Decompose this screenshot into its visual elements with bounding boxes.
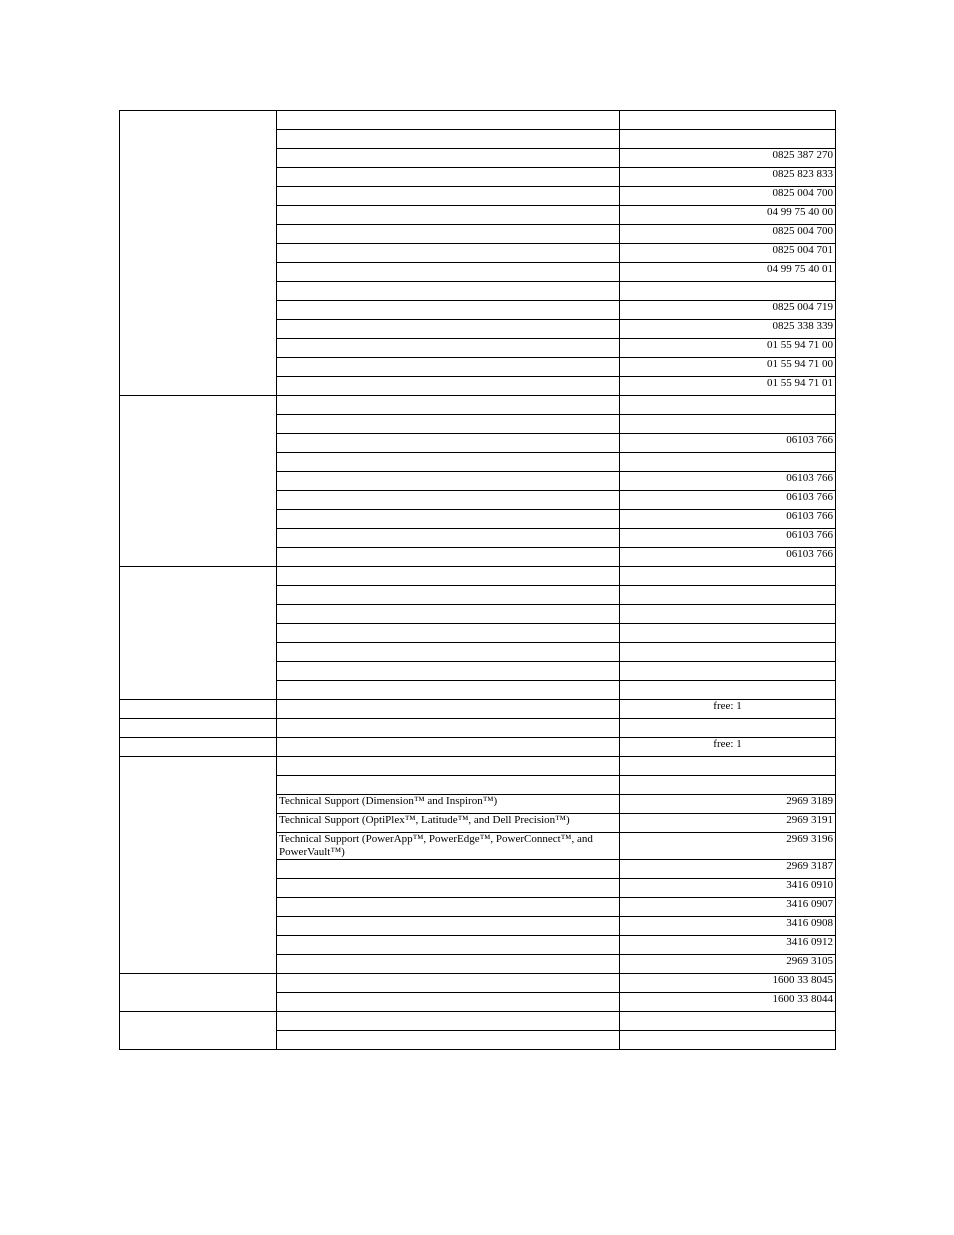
table-row xyxy=(120,974,836,993)
service-description-cell xyxy=(277,529,620,548)
phone-number-cell xyxy=(620,757,836,776)
phone-number-cell: 06103 766 xyxy=(620,472,836,491)
phone-number-cell: 0825 338 339 xyxy=(620,320,836,339)
phone-number-cell: 3416 0910 xyxy=(620,879,836,898)
service-description-cell xyxy=(277,1031,620,1050)
phone-number-cell: 0825 823 833 xyxy=(620,168,836,187)
phone-number-cell: 01 55 94 71 01 xyxy=(620,377,836,396)
service-description-cell xyxy=(277,662,620,681)
country-cell xyxy=(120,719,277,738)
table-row xyxy=(120,719,836,738)
service-description-cell xyxy=(277,434,620,453)
phone-number-cell: 04 99 75 40 00 xyxy=(620,206,836,225)
service-description-cell xyxy=(277,472,620,491)
service-description-cell xyxy=(277,130,620,149)
service-description-cell xyxy=(277,719,620,738)
phone-number-cell: 01 55 94 71 00 xyxy=(620,358,836,377)
phone-number-cell: 2969 3196 xyxy=(620,833,836,860)
service-description-cell xyxy=(277,776,620,795)
service-description-cell xyxy=(277,936,620,955)
phone-number-cell xyxy=(620,453,836,472)
service-description-cell xyxy=(277,643,620,662)
country-cell xyxy=(120,974,277,1012)
table-row xyxy=(120,567,836,586)
service-description-cell xyxy=(277,586,620,605)
service-description-cell xyxy=(277,955,620,974)
service-description-cell xyxy=(277,453,620,472)
phone-number-cell: 0825 004 719 xyxy=(620,301,836,320)
service-description-cell xyxy=(277,700,620,719)
contact-table-body xyxy=(120,111,836,1050)
phone-number-cell: 3416 0912 xyxy=(620,936,836,955)
service-description-cell xyxy=(277,377,620,396)
service-description-cell xyxy=(277,168,620,187)
phone-number-cell: free: 1 xyxy=(620,738,836,757)
country-cell xyxy=(120,757,277,974)
phone-number-cell xyxy=(620,776,836,795)
phone-number-cell xyxy=(620,415,836,434)
service-description-cell xyxy=(277,301,620,320)
phone-number-cell: 04 99 75 40 01 xyxy=(620,263,836,282)
phone-number-cell xyxy=(620,1031,836,1050)
service-description-cell xyxy=(277,320,620,339)
phone-number-cell: 2969 3105 xyxy=(620,955,836,974)
phone-number-cell xyxy=(620,719,836,738)
country-cell xyxy=(120,738,277,757)
phone-number-cell: 0825 004 700 xyxy=(620,225,836,244)
service-description-cell xyxy=(277,993,620,1012)
phone-number-cell xyxy=(620,282,836,301)
phone-number-cell: 06103 766 xyxy=(620,491,836,510)
phone-number-cell xyxy=(620,605,836,624)
phone-number-cell: 01 55 94 71 00 xyxy=(620,339,836,358)
service-description-cell xyxy=(277,624,620,643)
phone-number-cell: free: 1 xyxy=(620,700,836,719)
country-cell xyxy=(120,700,277,719)
phone-number-cell xyxy=(620,643,836,662)
country-cell xyxy=(120,567,277,700)
phone-number-cell: 1600 33 8044 xyxy=(620,993,836,1012)
phone-number-cell xyxy=(620,681,836,700)
service-description-cell xyxy=(277,415,620,434)
contact-number-table xyxy=(119,110,836,1050)
service-description-cell xyxy=(277,605,620,624)
service-description-cell xyxy=(277,149,620,168)
phone-number-cell xyxy=(620,662,836,681)
service-description-cell xyxy=(277,358,620,377)
phone-number-cell xyxy=(620,586,836,605)
phone-number-cell: 2969 3187 xyxy=(620,860,836,879)
phone-number-cell: 1600 33 8045 xyxy=(620,974,836,993)
service-description-cell: Technical Support (PowerApp™, PowerEdge™, PowerConnect™, and PowerVault™) xyxy=(277,833,620,860)
phone-number-cell: 2969 3189 xyxy=(620,795,836,814)
service-description-cell xyxy=(277,225,620,244)
service-description-cell xyxy=(277,681,620,700)
service-description-cell: Technical Support (Dimension™ and Inspiron™) xyxy=(277,795,620,814)
phone-number-cell: 2969 3191 xyxy=(620,814,836,833)
service-description-cell xyxy=(277,187,620,206)
service-description-cell xyxy=(277,898,620,917)
service-description-cell xyxy=(277,860,620,879)
phone-number-cell xyxy=(620,396,836,415)
country-cell xyxy=(120,111,277,396)
service-description-cell xyxy=(277,757,620,776)
phone-number-cell: 06103 766 xyxy=(620,529,836,548)
phone-number-cell xyxy=(620,624,836,643)
phone-number-cell xyxy=(620,130,836,149)
table-row xyxy=(120,757,836,776)
table-row xyxy=(120,738,836,757)
table-row xyxy=(120,700,836,719)
table-row xyxy=(120,1012,836,1031)
service-description-cell xyxy=(277,738,620,757)
phone-number-cell: 0825 387 270 xyxy=(620,149,836,168)
country-cell xyxy=(120,396,277,567)
service-description-cell xyxy=(277,244,620,263)
phone-number-cell xyxy=(620,111,836,130)
table-row xyxy=(120,111,836,130)
service-description-cell xyxy=(277,396,620,415)
service-description-cell xyxy=(277,1012,620,1031)
phone-number-cell: 3416 0908 xyxy=(620,917,836,936)
service-description-cell xyxy=(277,974,620,993)
table-row xyxy=(120,396,836,415)
service-description-cell: Technical Support (OptiPlex™, Latitude™, and Dell Precision™) xyxy=(277,814,620,833)
service-description-cell xyxy=(277,491,620,510)
phone-number-cell: 06103 766 xyxy=(620,434,836,453)
phone-number-cell: 3416 0907 xyxy=(620,898,836,917)
phone-number-cell: 0825 004 701 xyxy=(620,244,836,263)
service-description-cell xyxy=(277,263,620,282)
service-description-cell xyxy=(277,917,620,936)
phone-number-cell: 06103 766 xyxy=(620,548,836,567)
service-description-cell xyxy=(277,111,620,130)
phone-number-cell xyxy=(620,1012,836,1031)
service-description-cell xyxy=(277,339,620,358)
service-description-cell xyxy=(277,548,620,567)
country-cell xyxy=(120,1012,277,1050)
service-description-cell xyxy=(277,282,620,301)
service-description-cell xyxy=(277,879,620,898)
service-description-cell xyxy=(277,206,620,225)
phone-number-cell: 06103 766 xyxy=(620,510,836,529)
phone-number-cell: 0825 004 700 xyxy=(620,187,836,206)
service-description-cell xyxy=(277,510,620,529)
service-description-cell xyxy=(277,567,620,586)
phone-number-cell xyxy=(620,567,836,586)
